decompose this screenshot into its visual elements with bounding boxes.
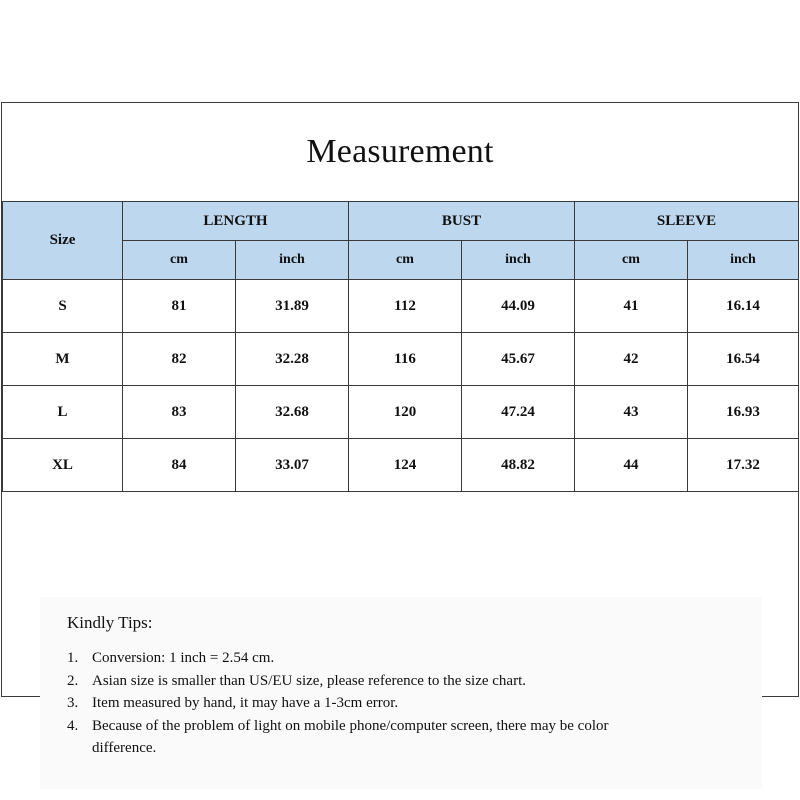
size-chart [1,102,799,756]
table-cell: 44.09 [462,280,575,333]
table-cell: 41 [575,280,688,333]
unit-header: inch [462,241,575,280]
table-cell: 32.28 [236,333,349,386]
size-table [2,201,799,492]
group-header-row [3,202,799,241]
tip-number: 1. [67,650,79,666]
tip-number: 3. [67,695,79,711]
size-column-header: Size [3,202,123,280]
unit-header: inch [688,241,799,280]
table-cell: 32.68 [236,386,349,439]
tips-title: Kindly Tips: [67,613,153,632]
table-row [3,280,799,333]
table-row [3,439,799,492]
tip-text: Item measured by hand, it may have a 1-3cm error. [92,695,399,711]
size-cell: S [3,280,123,333]
table-cell: 82 [123,333,236,386]
size-cell: M [3,333,123,386]
tip-text: Because of the problem of light on mobile phone/computer screen, there may be color difference. [92,717,609,756]
length-header: LENGTH [123,202,349,241]
sleeve-header: SLEEVE [575,202,799,241]
table-cell: 44 [575,439,688,492]
table-cell: 81 [123,280,236,333]
unit-header: cm [123,241,236,280]
table-cell: 45.67 [462,333,575,386]
size-cell: XL [3,439,123,492]
tip-item [67,715,762,760]
table-cell: 16.14 [688,280,799,333]
tip-number: 2. [67,672,79,689]
table-cell: 17.32 [688,439,799,492]
size-cell: L [3,386,123,439]
tips-panel [40,597,762,789]
tip-item [67,647,762,670]
tip-item [67,670,762,693]
table-cell: 47.24 [462,386,575,439]
chart-title: Measurement [306,133,494,170]
table-cell: 84 [123,439,236,492]
table-cell: 31.89 [236,280,349,333]
unit-header: cm [575,241,688,280]
tip-text: Asian size is smaller than US/EU size, please reference to the size chart. [92,672,526,689]
tips-list [67,647,762,760]
table-cell: 116 [349,333,462,386]
tip-item [67,692,762,715]
table-cell: 42 [575,333,688,386]
table-cell: 16.93 [688,386,799,439]
tip-number: 4. [67,717,79,734]
table-cell: 16.54 [688,333,799,386]
tip-text: Conversion: 1 inch = 2.54 cm. [92,650,275,666]
table-row [3,333,799,386]
table-cell: 33.07 [236,439,349,492]
table-cell: 112 [349,280,462,333]
bust-header: BUST [349,202,575,241]
table-cell: 43 [575,386,688,439]
unit-header-row [3,241,799,280]
table-cell: 120 [349,386,462,439]
table-cell: 83 [123,386,236,439]
table-row [3,386,799,439]
unit-header: cm [349,241,462,280]
unit-header: inch [236,241,349,280]
table-cell: 48.82 [462,439,575,492]
table-cell: 124 [349,439,462,492]
